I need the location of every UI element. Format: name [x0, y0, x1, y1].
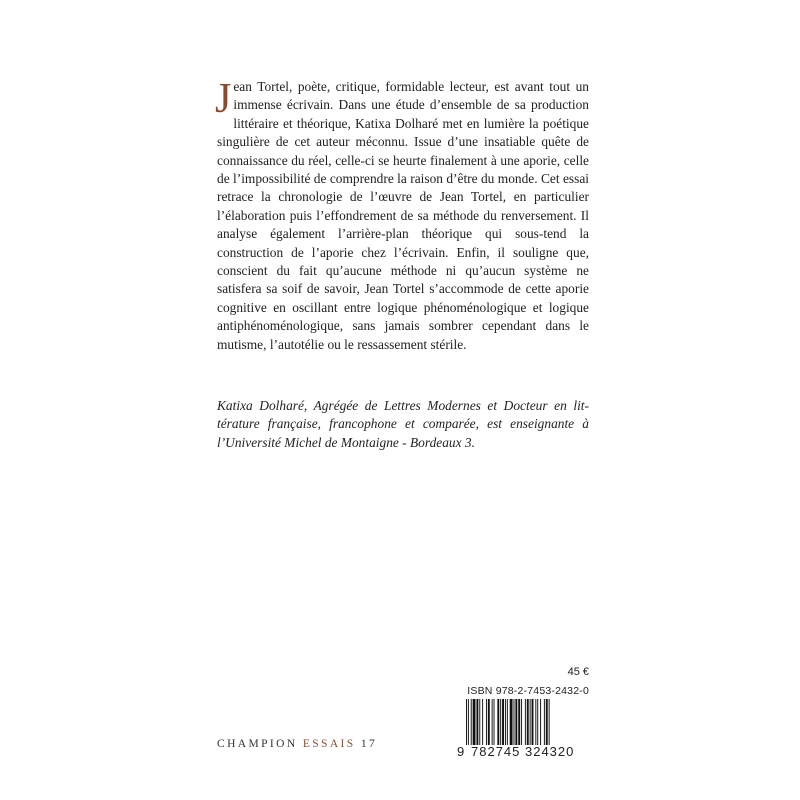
barcode-bar: [514, 699, 515, 745]
barcode-bar: [518, 699, 520, 745]
price-label: 45 €: [567, 666, 589, 678]
barcode-bar: [544, 699, 545, 745]
series-name-champion: CHAMPION: [217, 738, 298, 750]
barcode-bar: [476, 699, 478, 745]
barcode-bar: [482, 699, 483, 745]
barcode-bar: [494, 699, 495, 745]
barcode-bar: [521, 699, 522, 745]
barcode-bar: [473, 699, 476, 745]
barcode-bar: [507, 699, 508, 745]
series-name: [217, 738, 377, 750]
series-name-essais: ESSAIS: [302, 738, 356, 750]
series-number: 17: [360, 738, 378, 750]
barcode-lead-digit: 9: [457, 744, 466, 759]
barcode-bar: [492, 699, 493, 745]
barcode-bar: [497, 699, 499, 745]
barcode-bar: [488, 699, 490, 745]
barcode-bar: [532, 699, 534, 745]
author-bio: Katixa Dolharé, Agrégée de Lettres Modernes et Docteur en littérature française, francophone et comparée, est enseignante à l’Université Michel de Montaigne - Bordeaux 3.: [217, 398, 589, 450]
barcode-bar: [540, 699, 541, 745]
barcode-bar: [537, 699, 538, 745]
barcode-number: 782745 324320: [471, 744, 575, 759]
blurb-text: ean Tortel, poète, critique, formidable lecteur, est avant tout un immense écrivain. Dans une étude d’ensemble de sa production littéraire et théorique, Katixa Dolharé met en lumière la poétique singulière de cet auteur méconnu. Issue d’une insatiable quête de connaissance du réel, celle-ci se heurte finalement à une aporie, celle de l’impossibilité de comprendre la raison d’être du monde. Cet essai retrace la chronologie de l’œuvre de Jean Tortel, en particulier l’élaboration puis l’effondrement de sa méthode du renversement. Il analyse également l’arrière-plan théorique qui sous-tend la construction de l’aporie chez l’écrivain. Enfin, il souligne que, conscient du fait qu’aucune méthode ni qu’aucun système ne satisfera sa soif de savoir, Jean Tortel s’accommode de cette aporie cognitive en oscillant entre logique phénoménologique et logique antiphénoménologique, sans jamais sombrer cependant dans le mutisme, l’autotélie ou le ressassement stérile.: [217, 79, 589, 352]
barcode-bar: [500, 699, 501, 745]
barcode-bar: [549, 699, 550, 745]
barcode-bar: [466, 699, 467, 745]
barcode-bar: [530, 699, 531, 745]
barcode-bar: [486, 699, 487, 745]
barcode-bar: [479, 699, 480, 745]
barcode-bar: [535, 699, 536, 745]
barcode-bar: [527, 699, 529, 745]
barcode-bar: [515, 699, 517, 745]
barcode-bar: [510, 699, 513, 745]
barcode-bar: [546, 699, 548, 745]
barcode: [465, 699, 589, 745]
barcode-bar: [468, 699, 469, 745]
barcode-bar: [525, 699, 526, 745]
book-blurb: [217, 78, 589, 354]
barcode-bar: [502, 699, 504, 745]
drop-cap-initial: J: [215, 76, 232, 122]
barcode-bar: [471, 699, 472, 745]
barcode-bar: [505, 699, 506, 745]
isbn-label: ISBN 978-2-7453-2432-0: [467, 685, 589, 697]
